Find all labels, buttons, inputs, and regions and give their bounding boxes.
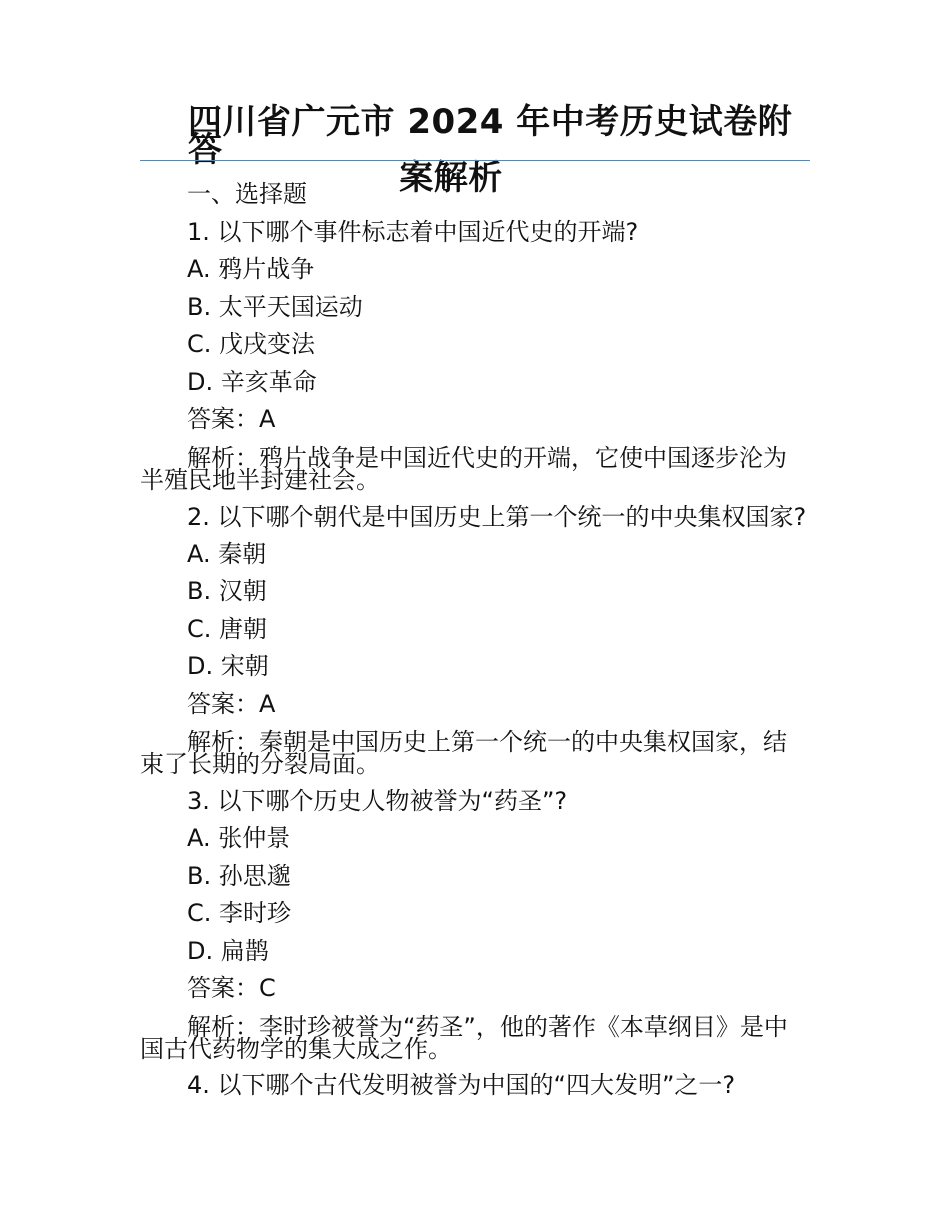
- question-stem: 1. 以下哪个事件标志着中国近代史的开端?: [187, 217, 639, 246]
- question-option: C. 戊戌变法: [187, 330, 316, 358]
- question-answer: 答案：C: [187, 974, 276, 1002]
- question-option: D. 宋朝: [187, 652, 269, 680]
- question-option: A. 秦朝: [187, 539, 267, 568]
- question-stem: 2. 以下哪个朝代是中国历史上第一个统一的中央集权国家?: [187, 503, 807, 531]
- question-analysis: 解析：鸦片战争是中国近代史的开端，它使中国逐步沦为半殖民地半封建社会。: [140, 443, 787, 494]
- question-option: D. 辛亥革命: [187, 367, 317, 396]
- question-option: C. 唐朝: [187, 614, 268, 643]
- question-analysis: 解析：秦朝是中国历史上第一个统一的中央集权国家，结束了长期的分裂局面。: [140, 728, 787, 778]
- question-stem: 3. 以下哪个历史人物被誉为“药圣”?: [187, 786, 568, 815]
- title-line-1: 四川省广元市 2024 年中考历史试卷附答: [188, 102, 793, 170]
- question-answer: 答案：A: [187, 689, 276, 718]
- question-option: B. 太平天国运动: [187, 292, 363, 321]
- question-option: D. 扁鹊: [187, 936, 269, 965]
- question-option: C. 李时珍: [187, 899, 292, 927]
- question-option: B. 汉朝: [187, 577, 267, 605]
- question-analysis: 解析：李时珍被誉为“药圣”，他的著作《本草纲目》是中国古代药物学的集大成之作。: [140, 1012, 788, 1063]
- question-option: A. 张仲景: [187, 824, 291, 852]
- question-option: B. 孙思邈: [187, 861, 291, 890]
- document-body: [140, 176, 810, 1105]
- title-line-2: 案解析: [399, 158, 503, 198]
- section-heading: 一、选择题: [187, 180, 307, 208]
- question-stem: 4. 以下哪个古代发明被誉为中国的“四大发明”之一?: [187, 1071, 736, 1099]
- question-answer: 答案：A: [187, 405, 276, 433]
- title-divider: [140, 160, 810, 161]
- question-option: A. 鸦片战争: [187, 255, 315, 283]
